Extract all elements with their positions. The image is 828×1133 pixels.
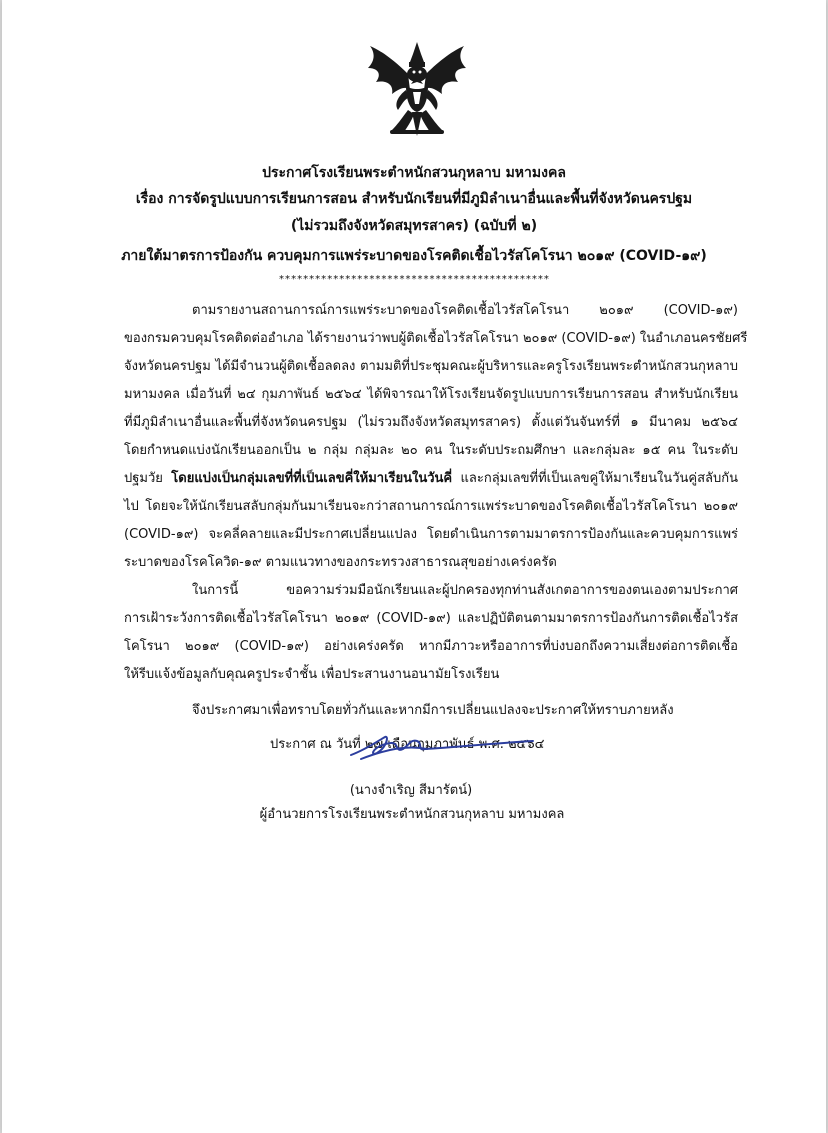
announcement-subject: เรื่อง การจัดรูปแบบการเรียนการสอน สำหรับนักเรียนที่มีภูมิลำเนาอื่นและพื้นที่จังหวัดนครปฐม	[135, 191, 693, 207]
p1-line-7-bold: โดยแบ่งเป็นกลุ่มเลขที่ที่เป็นเลขคี่ให้มาเรียนในวันคี่	[171, 471, 453, 486]
p2-line-4: ให้รีบแจ้งข้อมูลกับคุณครูประจำชั้น เพื่อประสานงานอนามัยโรงเรียน	[124, 667, 500, 682]
announcement-subject-measures: ภายใต้มาตรการป้องกัน ควบคุมการแพร่ระบาดของโรคติดเชื้อไวรัสโคโรนา ๒๐๑๙ (COVID-๑๙)	[121, 248, 707, 264]
signer-name: (นางจำเริญ สีมารัตน์)	[349, 783, 473, 798]
announcement-subject-cont: (ไม่รวมถึงจังหวัดสมุทรสาคร) (ฉบับที่ ๒)	[290, 218, 538, 234]
announcement-title: ประกาศโรงเรียนพระตำหนักสวนกุหลาบ มหามงคล	[262, 165, 566, 181]
p1-line-7-pre: ปฐมวัย	[124, 471, 163, 486]
paragraph-3: จึงประกาศมาเพื่อทราบโดยทั่วกันและหากมีการเปลี่ยนแปลงจะประกาศให้ทราบภายหลัง	[192, 703, 674, 718]
p2-line-2: การเฝ้าระวังการติดเชื้อไวรัสโคโรนา ๒๐๑๙ (COVID-๑๙) และปฏิบัติตนตามมาตรการป้องกันการติดเชื้อไวรัส	[124, 611, 738, 626]
p1-line-2: ของกรมควบคุมโรคติดต่ออำเภอ ได้รายงานว่าพบผู้ติดเชื้อไวรัสโคโรนา ๒๐๑๙ (COVID-๑๙) ในอำเภอนครชัยศรี	[124, 331, 748, 346]
p2-line-1: ในการนี้ ขอความร่วมมือนักเรียนและผู้ปกครองทุกท่านสังเกตอาการของตนเองตามประกาศ	[192, 583, 738, 598]
p1-line-10: ระบาดของโรคโควิด-๑๙ ตามแนวทางของกระทรวงสาธารณสุขอย่างเคร่งครัด	[124, 555, 557, 570]
p1-line-9: (COVID-๑๙) จะคลี่คลายและมีประกาศเปลี่ยนแปลง โดยดำเนินการตามมาตรการป้องกันและควบคุมการแพร่	[124, 527, 738, 542]
p1-line-7-post: และกลุ่มเลขที่ที่เป็นเลขคู่ให้มาเรียนในวันคู่สลับกัน	[460, 471, 738, 486]
document-page	[2, 0, 826, 1133]
p1-line-7	[124, 467, 738, 488]
p1-line-3: จังหวัดนครปฐม ได้มีจำนวนผู้ติดเชื้อลดลง ตามมติที่ประชุมคณะผู้บริหารและครูโรงเรียนพระตำหนักสวนกุหลาบ	[124, 359, 738, 374]
signer-title: ผู้อำนวยการโรงเรียนพระตำหนักสวนกุหลาบ มหามงคล	[259, 807, 565, 822]
separator: *********************************************	[278, 274, 550, 285]
p1-line-5: ที่มีภูมิลำเนาอื่นและพื้นที่จังหวัดนครปฐม (ไม่รวมถึงจังหวัดสมุทรสาคร) ตั้งแต่วันจันทร์ที่ ๑ มีนาคม ๒๕๖๔	[124, 415, 738, 430]
p1-line-6: โดยกำหนดแบ่งนักเรียนออกเป็น ๒ กลุ่ม กลุ่มละ ๒๐ คน ในระดับประถมศึกษา และกลุ่มละ ๑๕ คน ในระดับ	[124, 443, 738, 458]
p1-line-1: ตามรายงานสถานการณ์การแพร่ระบาดของโรคติดเชื้อไวรัสโคโรนา ๒๐๑๙ (COVID-๑๙)	[192, 303, 738, 318]
announcement-date: ประกาศ ณ วันที่ ๒๗ เดือนกุมภาพันธ์ พ.ศ. ๒๕๖๔	[270, 737, 545, 752]
garuda-emblem-icon	[364, 40, 470, 138]
p2-line-3: โคโรนา ๒๐๑๙ (COVID-๑๙) อย่างเคร่งครัด หากมีภาวะหรืออาการที่บ่งบอกถึงความเสี่ยงต่อการติดเชื้อ	[124, 639, 738, 654]
p1-line-8: ไป โดยจะให้นักเรียนสลับกลุ่มกันมาเรียนจะกว่าสถานการณ์การแพร่ระบาดของโรคติดเชื้อไวรัสโคโรนา ๒๐๑๙	[124, 499, 738, 514]
handwritten-signature-icon	[347, 727, 537, 763]
p1-line-4: มหามงคล เมื่อวันที่ ๒๔ กุมภาพันธ์ ๒๕๖๔ ได้พิจารณาให้โรงเรียนจัดรูปแบบการเรียนการสอน สำหรับนักเรียน	[124, 387, 738, 402]
